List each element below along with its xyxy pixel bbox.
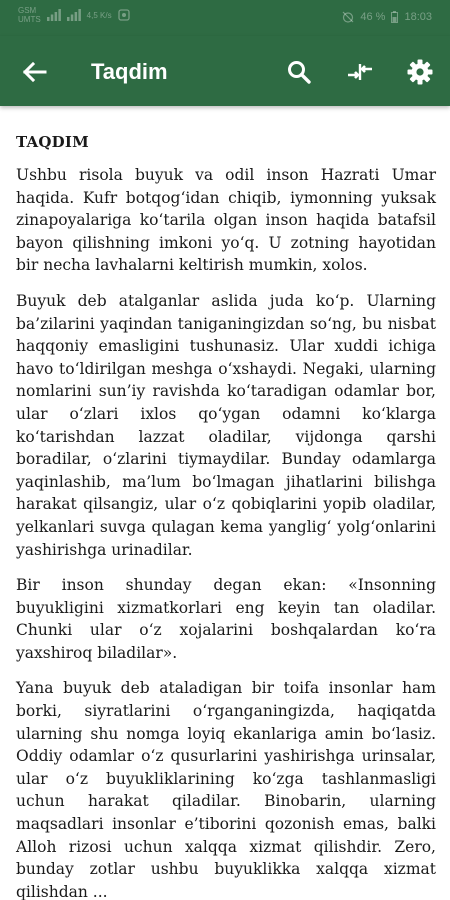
search-button[interactable] (283, 56, 315, 88)
carrier-bottom: UMTS (18, 15, 41, 24)
app-notification-icon (118, 9, 130, 21)
battery-icon (391, 11, 398, 23)
status-bar (0, 0, 450, 36)
carrier-top: GSM (18, 6, 37, 15)
article-paragraph-2: Buyuk deb atalganlar aslida juda ko‘p. Ularning ba’zilarini yaqindan taniganingizdan so‘ng, bu nisbat haqqoniy emasligini tushunasiz. Ular xuddi ichiga havo to‘ldirilgan meshga o‘xshaydi. Negaki, ularning nomlarini sun’iy ravishda ko‘taradigan odamlar bor, ular o‘zlari ixlos qo‘ygan odamni ko‘klarga ko‘tarishdan lazzat oladilar, vijdonga qarshi boradilar, o‘zlarini tiymaydilar. Bunday odamlarga yaqinlashib, ma’lum bo‘lmagan jihatlarini bilishga harakat qilsangiz, ular o‘z qobiqlarini yopib oladilar, yelkanlari suvga qulagan kema yanglig‘ yolg‘onlarini yashirishga urinadilar. (16, 291, 436, 559)
compare-button[interactable] (344, 56, 376, 88)
back-arrow-icon (18, 56, 50, 88)
signal-icon (47, 9, 61, 21)
settings-button[interactable] (404, 56, 436, 88)
clock: 18:03 (404, 11, 432, 23)
back-button[interactable] (18, 56, 50, 88)
article-paragraph-3: Bir inson shunday degan ekan: «Insonning buyukligini xizmatkorlari eng keyin tan oladilar. Chunki ular o‘z xojalarini boshqalardan ko‘ra yaxshiroq biladilar». (16, 576, 436, 662)
compare-arrows-icon (344, 56, 376, 88)
status-right (342, 11, 432, 23)
article-paragraph-4: Yana buyuk deb ataladigan bir toifa insonlar ham borki, siyratlarini o‘rganganingizda, haqiqatda ularning shu nomga loyiq ekanlariga amin bo‘lasiz. Oddiy odamlar o‘z qusurlarini yashirishga urinsalar, ular o‘z buyukliklarining ko‘zga tashlanmasligi uchun harakat qiladilar. Binobarin, ularning maqsadlari insonlar e’tiborini qozonish emas, balki Alloh rizosi uchun xalqqa xizmat qilishdir. Zero, bunday zotlar ushbu buyuklikka xalqqa xizmat qilishdan ... (16, 679, 436, 900)
search-icon (283, 56, 315, 88)
article-paragraph-1: Ushbu risola buyuk va odil inson Hazrati Umar haqida. Kufr botqog‘idan chiqib, iymonning yuksak zinapoyalariga ko‘tarila olgan inson haqida batafsil bayon qilishning imkoni yo‘q. U zotning hayotidan bir necha lavhalarni keltirish mumkin, xolos. (16, 166, 436, 275)
gear-icon (404, 56, 436, 88)
alarm-off-icon (342, 11, 354, 23)
page-title: Taqdim (91, 59, 168, 84)
signal-icon-2 (67, 9, 81, 21)
battery-percent: 46 % (360, 11, 386, 23)
carrier-label (18, 6, 41, 24)
network-speed: 4,5 K/s (86, 10, 112, 20)
article-content (16, 106, 436, 900)
status-left (18, 6, 130, 24)
app-bar (0, 36, 450, 106)
article-heading: TAQDIM (16, 133, 89, 151)
